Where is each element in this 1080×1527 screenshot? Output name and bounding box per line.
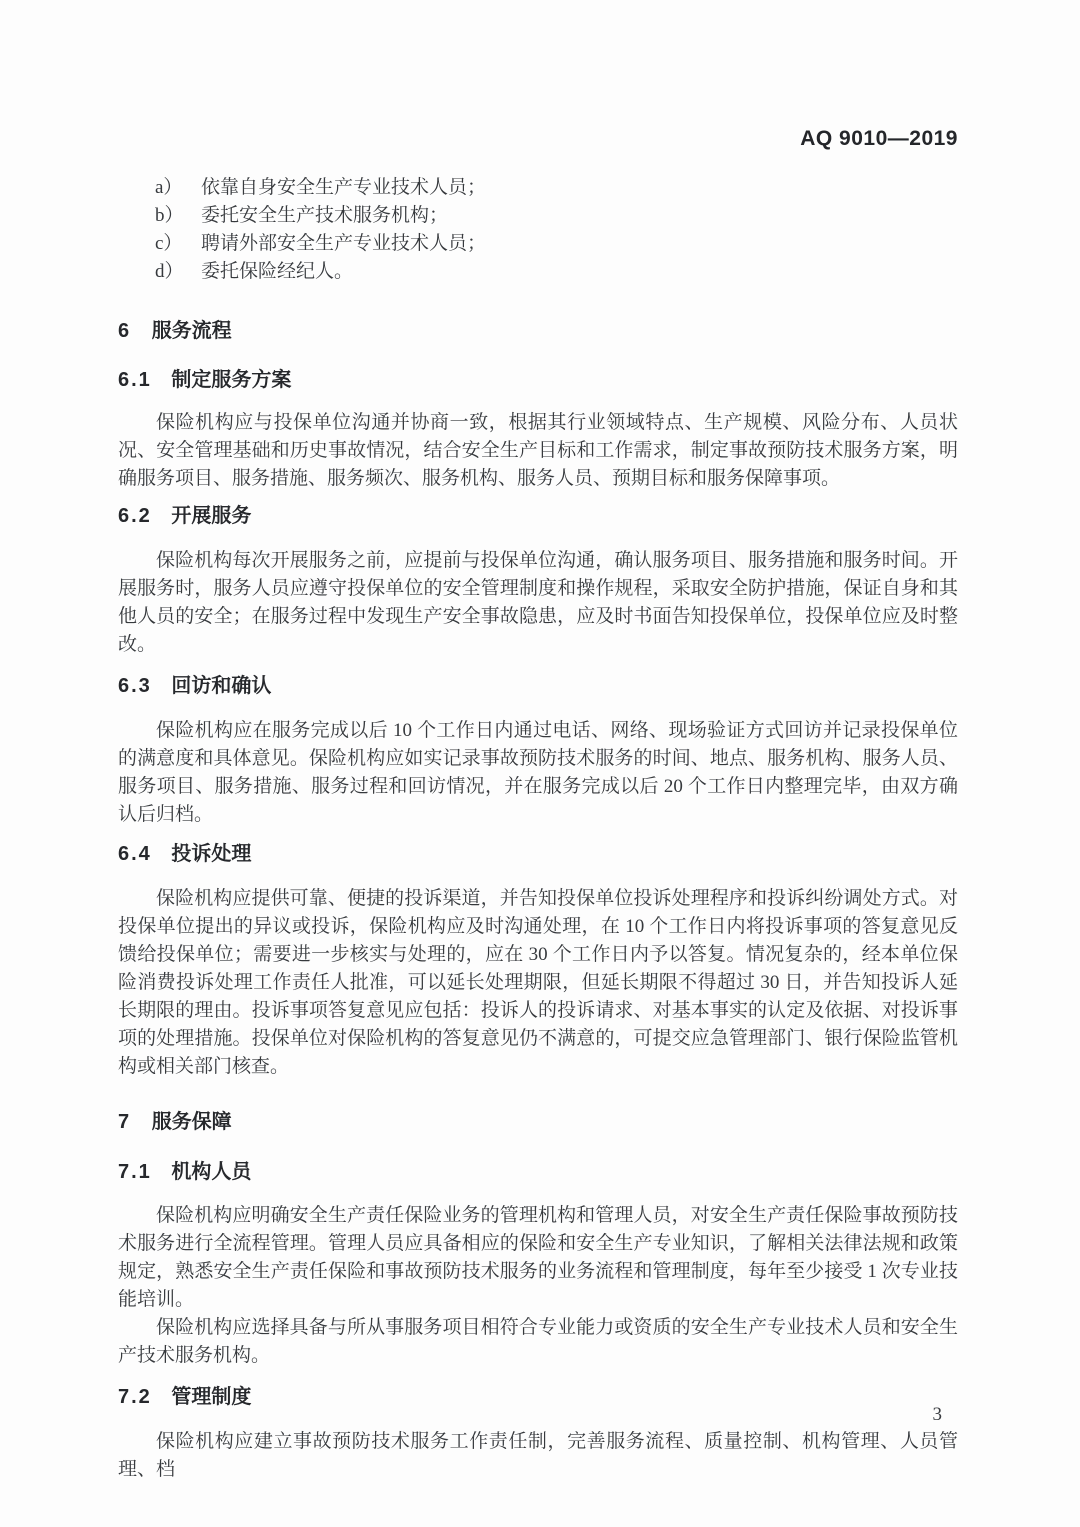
section-heading [118,502,958,530]
section-number: 7.2 [118,1386,152,1408]
section-title: 投诉处理 [171,843,252,865]
chapter-title: 服务流程 [151,320,232,342]
section-heading [118,366,958,394]
section-heading [118,840,958,868]
chapter-heading [118,1108,958,1136]
standard-code: AQ 9010—2019 [800,127,958,150]
section-paragraph: 保险机构应提供可靠、便捷的投诉渠道，并告知投保单位投诉处理程序和投诉纠纷调处方式。对投保单位提出的异议或投诉，保险机构应及时沟通处理，在 10 个工作日内将投诉事项的答复意见反馈给投保单位；需要进一步核实与处理的，应在 30 个工作日内予以答复。情况复杂的，经本单位保险消费投诉处理工作责任人批准，可以延长处理期限，但延长期限不得超过 30 日，并告知投诉人延长期限的理由。投诉事项答复意见应包括：投诉人的投诉请求、对基本事实的认定及依据、对投诉事项的处理措施。投保单位对保险机构的答复意见仍不满意的，可提交应急管理部门、银行保险监管机构或相关部门核查。 [118,888,958,1077]
list-item-text: 委托保险经纪人。 [201,261,354,282]
section-heading [118,1158,958,1186]
section-title: 机构人员 [171,1161,252,1183]
section-paragraph: 保险机构应建立事故预防技术服务工作责任制，完善服务流程、质量控制、机构管理、人员管理、档 [118,1431,958,1480]
page-footer [933,1401,943,1429]
chapter-title: 服务保障 [151,1111,232,1133]
list-item-label: d） [155,261,184,282]
section-title: 管理制度 [171,1386,252,1408]
list-item [155,202,958,230]
section-paragraph: 保险机构应在服务完成以后 10 个工作日内通过电话、网络、现场验证方式回访并记录投保单位的满意度和具体意见。保险机构应如实记录事故预防技术服务的时间、地点、服务机构、服务人员、服务项目、服务措施、服务过程和回访情况，并在服务完成以后 20 个工作日内整理完毕，由双方确认后归档。 [118,720,958,825]
section-number: 6.4 [118,843,152,865]
section-heading [118,672,958,700]
list-item [155,174,958,202]
page-number: 3 [932,1404,942,1425]
page-header [118,0,958,154]
options-list [155,174,958,286]
section-paragraph: 保险机构应选择具备与所从事服务项目相符合专业能力或资质的安全生产专业技术人员和安全生产技术服务机构。 [118,1317,958,1366]
section-heading [118,1383,958,1411]
section-number: 6.1 [118,369,152,391]
list-item-label: b） [155,205,184,226]
list-item-label: a） [155,177,183,198]
list-item-text: 聘请外部安全生产专业技术人员； [201,233,487,254]
list-item [155,258,958,286]
chapter-heading [118,317,958,345]
section-number: 7.1 [118,1161,152,1183]
list-item [155,230,958,258]
section-title: 回访和确认 [171,675,272,697]
section-number: 6.3 [118,675,152,697]
section-title: 开展服务 [171,505,252,527]
section-title: 制定服务方案 [171,369,292,391]
section-paragraph: 保险机构应与投保单位沟通并协商一致，根据其行业领域特点、生产规模、风险分布、人员状况、安全管理基础和历史事故情况，结合安全生产目标和工作需求，制定事故预防技术服务方案，明确服务项目、服务措施、服务频次、服务机构、服务人员、预期目标和服务保障事项。 [118,412,958,489]
section-paragraph: 保险机构每次开展服务之前，应提前与投保单位沟通，确认服务项目、服务措施和服务时间。开展服务时，服务人员应遵守投保单位的安全管理制度和操作规程，采取安全防护措施，保证自身和其他人员的安全；在服务过程中发现生产安全事故隐患，应及时书面告知投保单位，投保单位应及时整改。 [118,550,958,655]
chapter-number: 6 [118,320,130,342]
list-item-text: 依靠自身安全生产专业技术人员； [201,177,487,198]
chapter-number: 7 [118,1111,130,1133]
list-item-text: 委托安全生产技术服务机构； [201,205,449,226]
list-item-label: c） [155,233,183,254]
section-number: 6.2 [118,505,152,527]
section-paragraph: 保险机构应明确安全生产责任保险业务的管理机构和管理人员，对安全生产责任保险事故预防技术服务进行全流程管理。管理人员应具备相应的保险和安全生产专业知识，了解相关法律法规和政策规定，熟悉安全生产责任保险和事故预防技术服务的业务流程和管理制度，每年至少接受 1 次专业技能培训。 [118,1205,958,1310]
